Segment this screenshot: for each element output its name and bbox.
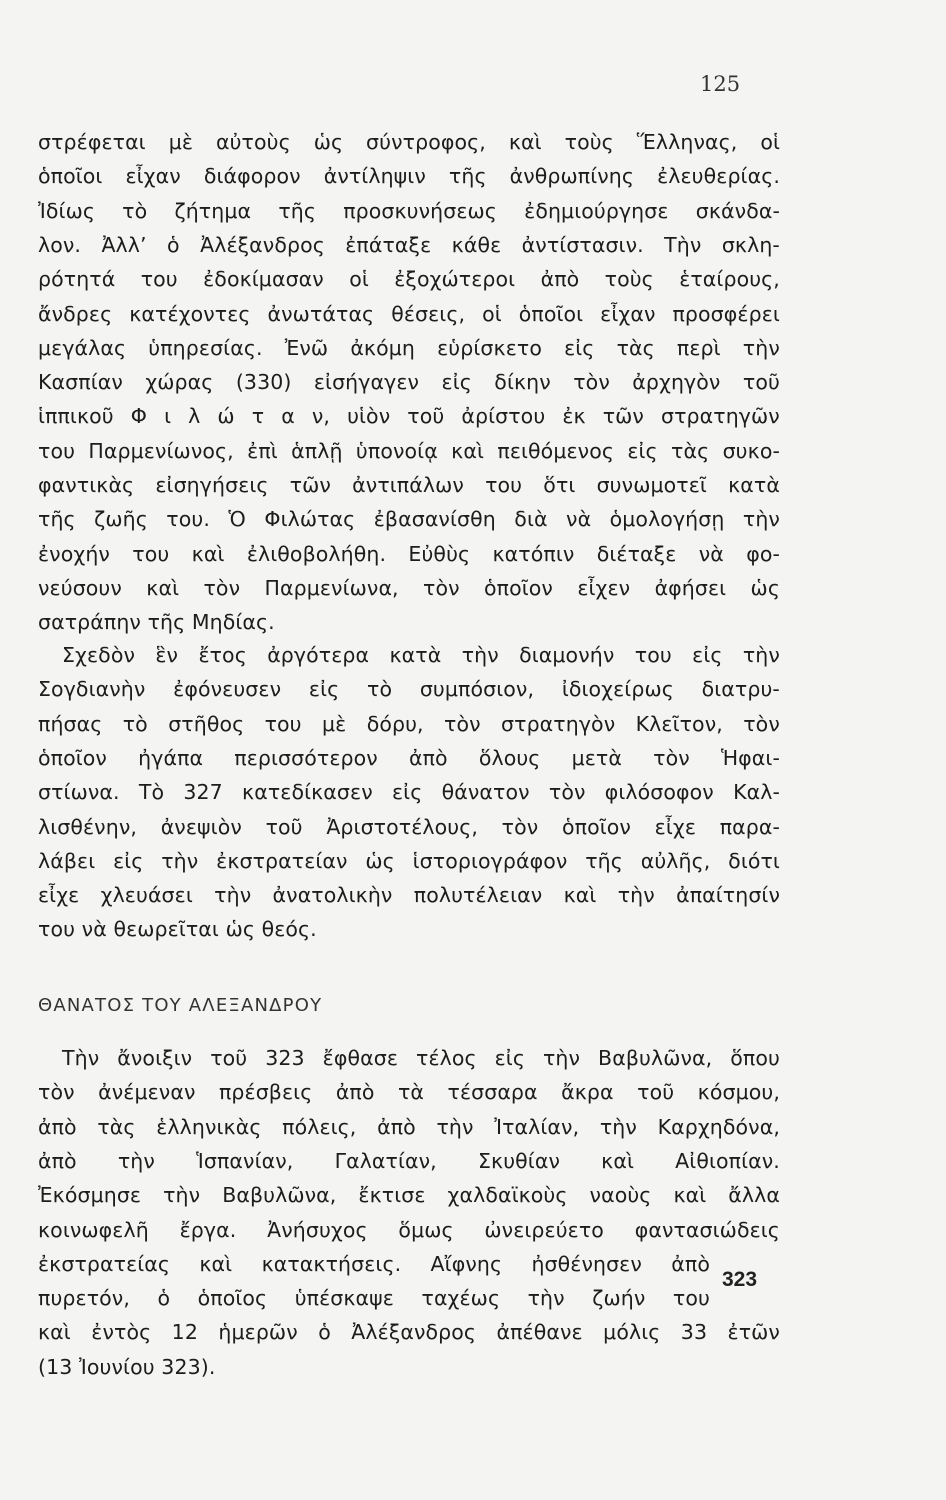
text-line: Ἰδίως τὸ ζήτημα τῆς προσκυνήσεως ἐδημιούργησε σκάνδα-	[38, 198, 780, 223]
text-line: Τὴν ἄνοιξιν τοῦ 323 ἔφθασε τέλος εἰς τὴν Βαβυλῶνα, ὅπου	[62, 1046, 780, 1070]
text-line: τὸν ἀνέμεναν πρέσβεις ἀπὸ τὰ τέσσαρα ἄκρα τοῦ κόσμου,	[38, 1080, 780, 1105]
text-line: νεύσουν καὶ τὸν Παρμενίωνα, τὸν ὁποῖον εἶχεν ἀφήσει ὡς	[38, 575, 780, 600]
text-line: στρέφεται μὲ αὐτοὺς ὡς σύντροφος, καὶ τοὺς Ἕλληνας, οἱ	[38, 130, 780, 154]
text-line: ὁποῖον ἠγάπα περισσότερον ἀπὸ ὅλους μετὰ τὸν Ἡφαι-	[38, 745, 780, 770]
page-number: 125	[700, 72, 741, 96]
text-line: τῆς ζωῆς του. Ὁ Φιλώτας ἐβασανίσθη διὰ νὰ ὁμολογήσῃ τὴν	[38, 507, 780, 532]
text-line: του νὰ θεωρεῖται ὡς θεός.	[38, 917, 317, 942]
text-line: Σογδιανὴν ἐφόνευσεν εἰς τὸ συμπόσιον, ἰδιοχείρως διατρυ-	[38, 677, 780, 702]
text-line: ὁποῖοι εἶχαν διάφορον ἀντίληψιν τῆς ἀνθρωπίνης ἐλευθερίας.	[38, 164, 780, 189]
text-line: ἄνδρες κατέχοντες ἀνωτάτας θέσεις, οἱ ὁποῖοι εἶχαν προσφέρει	[38, 301, 780, 326]
text-line: Ἐκόσμησε τὴν Βαβυλῶνα, ἔκτισε χαλδαϊκοὺς ναοὺς καὶ ἄλλα	[38, 1183, 780, 1208]
text-line: Σχεδὸν ἓν ἔτος ἀργότερα κατὰ τὴν διαμονήν του εἰς τὴν	[62, 643, 780, 667]
text-line: πυρετόν, ὁ ὁποῖος ὑπέσκαψε ταχέως τὴν ζωήν του	[38, 1286, 710, 1311]
text-line: εἶχε χλευάσει τὴν ἀνατολικὴν πολυτέλειαν καὶ τὴν ἀπαίτησίν	[38, 883, 780, 908]
margin-note: 323	[722, 1268, 758, 1291]
text-line: ἐνοχήν του καὶ ἐλιθοβολήθη. Εὐθὺς κατόπιν διέταξε νὰ φο-	[38, 541, 780, 566]
text-line: ἐκστρατείας καὶ κατακτήσεις. Αἴφνης ἠσθένησεν ἀπὸ	[38, 1251, 710, 1276]
text-line: πήσας τὸ στῆθος του μὲ δόρυ, τὸν στρατηγὸν Κλεῖτον, τὸν	[38, 711, 780, 736]
text-line: φαντικὰς εἰσηγήσεις τῶν ἀντιπάλων του ὅτι συνωμοτεῖ κατὰ	[38, 473, 780, 497]
text-line: ρότητά του ἐδοκίμασαν οἱ ἐξοχώτεροι ἀπὸ τοὺς ἑταίρους,	[38, 267, 780, 292]
text-line: λισθένην, ἀνεψιὸν τοῦ Ἀριστοτέλους, τὸν ὁποῖον εἶχε παρα-	[38, 814, 780, 839]
text-line: ἀπὸ τὴν Ἱσπανίαν, Γαλατίαν, Σκυθίαν καὶ Αἰθιοπίαν.	[38, 1148, 780, 1173]
text-line: μεγάλας ὑπηρεσίας. Ἐνῶ ἀκόμη εὑρίσκετο εἰς τὰς περὶ τὴν	[38, 335, 780, 360]
text-line: Κασπίαν χώρας (330) εἰσήγαγεν εἰς δίκην τὸν ἀρχηγὸν τοῦ	[38, 370, 780, 395]
text-line: λάβει εἰς τὴν ἐκστρατείαν ὡς ἱστοριογράφον τῆς αὐλῆς, διότι	[38, 848, 780, 873]
text-line: στίωνα. Τὸ 327 κατεδίκασεν εἰς θάνατον τὸν φιλόσοφον Καλ-	[38, 780, 780, 805]
text-line: καὶ ἐντὸς 12 ἡμερῶν ὁ Ἀλέξανδρος ἀπέθανε μόλις 33 ἐτῶν	[38, 1320, 780, 1345]
text-line: ἱππικοῦ Φ ι λ ώ τ α ν, υἱὸν τοῦ ἀρίστου ἐκ τῶν στρατηγῶν	[38, 404, 780, 429]
text-line: κοινωφελῆ ἔργα. Ἀνήσυχος ὅμως ὠνειρεύετο φαντασιώδεις	[38, 1217, 780, 1242]
text-line: σατράπην τῆς Μηδίας.	[38, 610, 275, 635]
text-line: του Παρμενίωνος, ἐπὶ ἁπλῇ ὑπονοίᾳ καὶ πειθόμενος εἰς τὰς συκο-	[38, 438, 780, 463]
text-line: ἀπὸ τὰς ἑλληνικὰς πόλεις, ἀπὸ τὴν Ἰταλίαν, τὴν Καρχηδόνα,	[38, 1114, 780, 1139]
section-heading: ΘΑΝΑΤΟΣ ΤΟΥ ΑΛΕΞΑΝΔΡΟΥ	[38, 995, 323, 1016]
text-line: (13 Ἰουνίου 323).	[38, 1354, 216, 1379]
text-line: λον. Ἀλλ’ ὁ Ἀλέξανδρος ἐπάταξε κάθε ἀντίστασιν. Τὴν σκλη-	[38, 232, 780, 257]
